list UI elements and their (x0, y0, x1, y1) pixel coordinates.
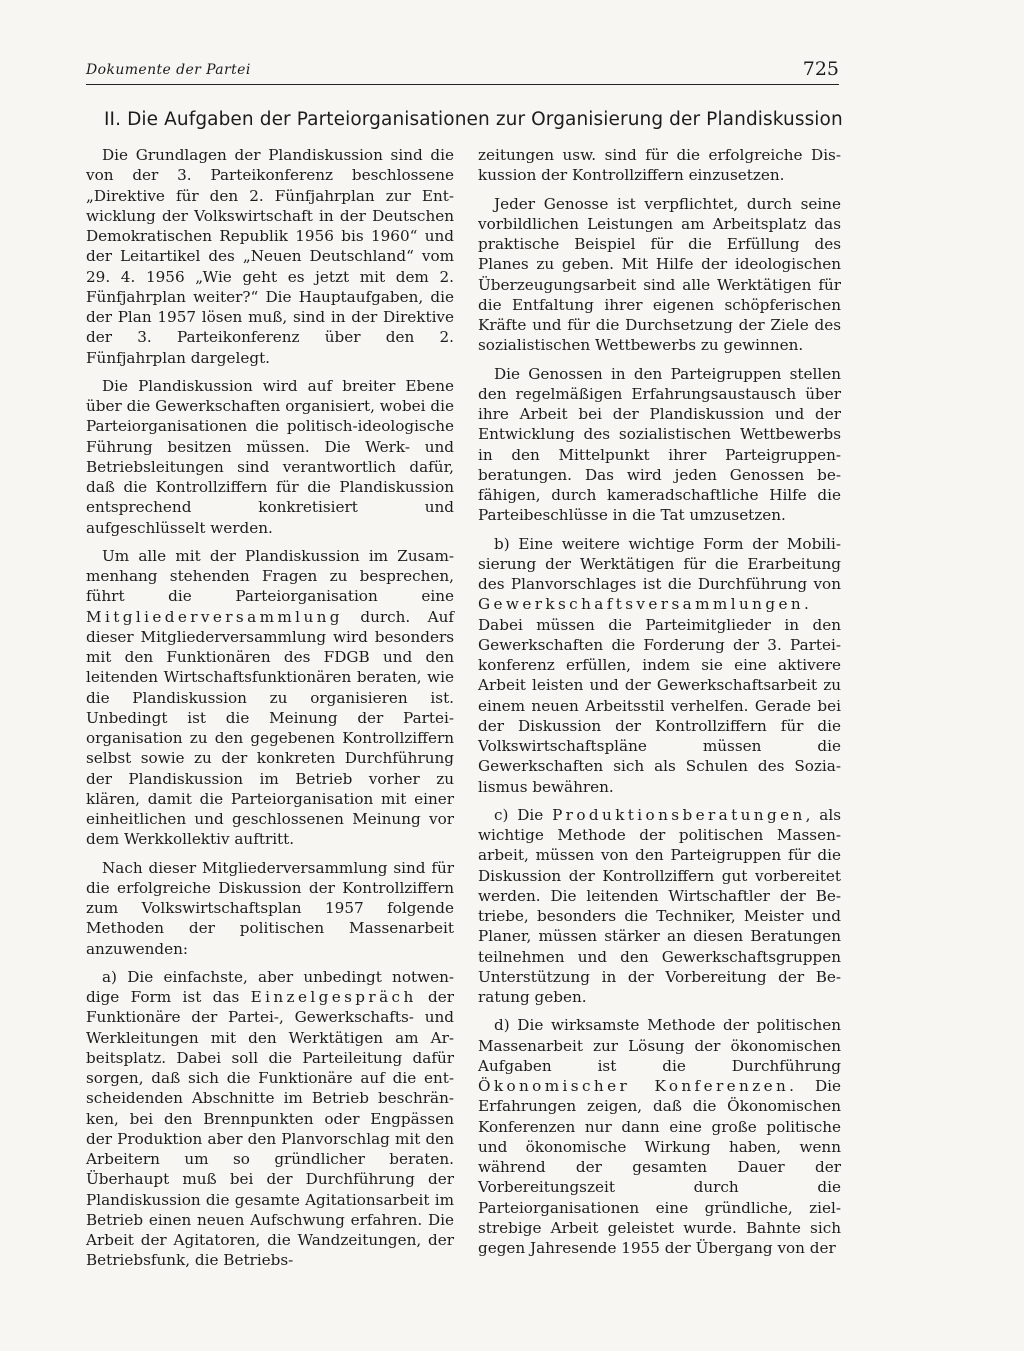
emphasized-term: Einzelgespräch (250, 988, 417, 1006)
page-number: 725 (802, 58, 839, 80)
paragraph-text: . Dabei müssen die Parteimitglieder in den Gewerkschaften die Forderung der 3. Parteikonferenz erfüllen, indem sie eine aktivere Arbeit leisten und der Gewerkschaftsarbeit zu einem neuen Arbeitsstil verhelfen. Gerade bei der Diskussion der Kontrollziffern für die Volkswirtschaftspläne müssen die Gewerkschaften sich als Schulen des Sozialismus bewähren. (478, 595, 841, 796)
paragraph (86, 967, 454, 1271)
header-rule (86, 84, 839, 85)
paragraph (478, 534, 841, 797)
paragraph-text: a) Die einfachste, aber unbedingt notwendige Form ist das (86, 967, 454, 1006)
paragraph-continuation: zeitungen usw. sind für die erfolgreiche Diskussion der Kontrollziffern einzusetzen. (478, 146, 841, 185)
section-title: II. Die Aufgaben der Parteiorganisationen zur Organisierung der Plandiskussion (104, 109, 843, 130)
paragraph: Die Genossen in den Parteigruppen stellen den regelmäßigen Erfahrungsaustausch über ihre Arbeit bei der Plandiskussion und der Entwicklung des sozialistischen Wettbewerbs in den Mittelpunkt ihrer Parteigruppenberatungen. Das wird jeden Genossen befähigen, durch kameradschaftliche Hilfe die Parteibeschlüsse in die Tat umzusetzen. (478, 364, 841, 525)
paragraph: Die Plandiskussion wird auf breiter Ebene über die Gewerkschaften organisiert, wobei die Parteiorganisationen die politisch-ideologische Führung besitzen müssen. Die Werk- und Betriebsleitungen sind verantwortlich dafür, daß die Kontrollziffern für die Plandiskussion entsprechend konkretisiert und aufgeschlüsselt werden. (86, 376, 454, 537)
paragraph-text: der Funktionäre der Partei-, Gewerkschafts- und Werkleitungen mit den Werktätigen am Arbeitsplatz. Dabei soll die Parteileitung dafür sorgen, daß sich die Funktionäre auf die entscheidenden Abschnitte im Betrieb beschränken, bei den Brennpunkten oder Engpässen der Produktion aber den Planvorschlag mit den Arbeitern um so gründlicher beraten. Überhaupt muß bei der Durchführung der Plandiskussion die gesamte Agitationsarbeit im Betrieb einen neuen Aufschwung erfahren. Die Arbeit der Agitatoren, die Wandzeitungen, der Betriebsfunk, die Betriebs- (86, 988, 454, 1270)
running-header (86, 58, 839, 82)
emphasized-term: Mitgliederversammlung (86, 607, 343, 626)
paragraph: Die Grundlagen der Plandiskussion sind die von der 3. Parteikonferenz beschlossene „Direktive für den 2. Fünfjahrplan zur Entwicklung der Volkswirtschaft in der Deutschen Demokratischen Republik 1956 bis 1960“ und der Leitartikel des „Neuen Deutschland“ vom 29. 4. 1956 „Wie geht es jetzt mit dem 2. Fünfjahrplan weiter?“ Die Hauptaufgaben, die der Plan 1957 lösen muß, sind in der Direktive der 3. Parteikonferenz über den 2. Fünfjahrplan dargelegt. (86, 146, 454, 367)
paragraph (478, 805, 841, 1008)
paragraph-text: , als wichtige Methode der politischen Massenarbeit, müssen von den Parteigruppen für die Diskussion der Kontrollziffern gut vorbereitet werden. Die leitenden Wirtschaftler der Betriebe, besonders die Techniker, Meister und Planer, müssen stärker an diesen Beratungen teilnehmen und den Gewerkschaftsgruppen Unterstützung in der Vorbereitung der Beratung geben. (478, 805, 841, 1006)
left-column (86, 145, 454, 1279)
paragraph: Jeder Genosse ist verpflichtet, durch seine vorbildlichen Leistungen am Arbeitsplatz das praktische Beispiel für die Erfüllung des Planes zu geben. Mit Hilfe der ideologischen Überzeugungsarbeit sind alle Werktätigen für die Entfaltung ihrer eigenen schöpferischen Kräfte und für die Durchsetzung der Ziele des sozialistischen Wettbewerbs zu gewinnen. (478, 194, 841, 355)
paragraph: Nach dieser Mitgliederversammlung sind für die erfolgreiche Diskussion der Kontrollziffern zum Volkswirtschaftsplan 1957 folgende Methoden der politischen Massenarbeit anzuwenden: (86, 858, 454, 958)
right-column (478, 145, 841, 1266)
emphasized-term: Gewerkschaftsversammlungen (478, 595, 805, 614)
paragraph-text: . Die Erfahrungen zeigen, daß die Ökonomischen Konferenzen nur dann eine große politische und ökonomische Wirkung haben, wenn während der gesamten Dauer der Vorbereitungszeit durch die Parteiorganisationen eine gründliche, zielstrebige Arbeit geleistet wurde. Bahnte sich gegen Jahresende 1955 der Übergang von der (478, 1077, 841, 1257)
running-title: Dokumente der Partei (86, 62, 251, 78)
paragraph-text: d) Die wirksamste Methode der politischen Massenarbeit zur Lösung der ökonomischen Aufgaben ist die Durchführung (478, 1016, 841, 1075)
paragraph (478, 1015, 841, 1258)
emphasized-term: Produktionsberatungen (552, 805, 806, 824)
paragraph-text: b) Eine weitere wichtige Form der Mobilisierung der Werktätigen für die Erarbeitung des Planvorschlages ist die Durchführung von (478, 534, 841, 593)
paragraph (86, 546, 454, 850)
paragraph-text: Um alle mit der Plandiskussion im Zusammenhang stehenden Fragen zu besprechen, führt die Parteiorganisation eine (86, 546, 454, 606)
emphasized-term: Ökonomischer Konferenzen (478, 1077, 790, 1095)
paragraph-text: durch. Auf dieser Mitgliederversammlung wird besonders mit den Funktionären des FDGB und den leitenden Wirtschaftsfunktionären beraten, wie die Plandiskussion zu organisieren ist. Unbedingt ist die Meinung der Parteiorganisation zu den gegebenen Kontrollziffern selbst sowie zu der konkreten Durchführung der Plandiskussion im Betrieb vorher zu klären, damit die Parteiorganisation mit einer einheitlichen und geschlossenen Meinung vor dem Werkkollektiv auftritt. (86, 607, 454, 849)
paragraph-text: c) Die (494, 805, 553, 824)
